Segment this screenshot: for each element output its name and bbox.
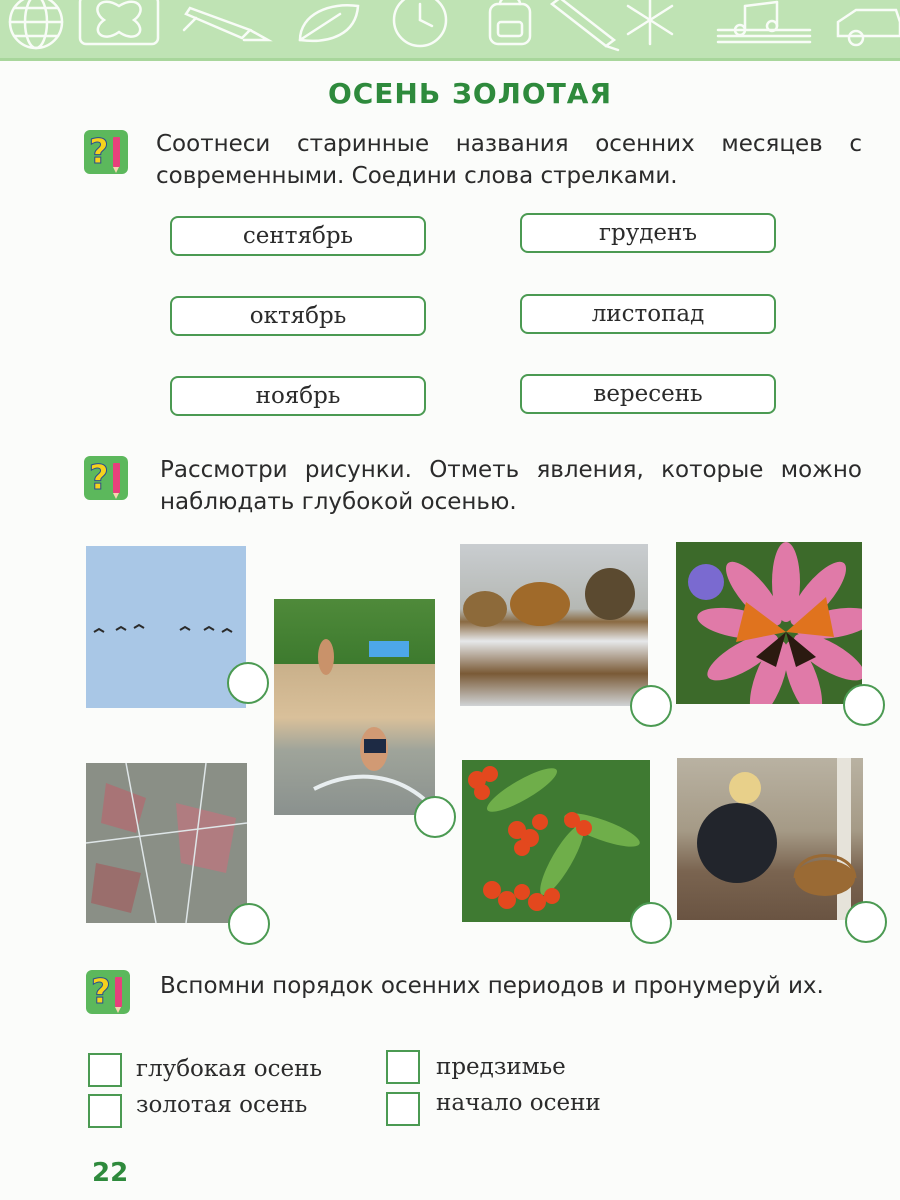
page-number: 22 — [92, 1158, 129, 1188]
photo-frost-leaves — [86, 763, 247, 923]
photo-rowan-berries — [462, 760, 650, 922]
answer-circle-frost[interactable] — [228, 903, 270, 945]
snowflake-icon — [628, 0, 672, 44]
task3-text: Вспомни порядок осенних периодов и пронумеруй их. — [160, 973, 824, 999]
answer-circle-mushroom[interactable] — [845, 901, 887, 943]
option-early-autumn: начало осени — [436, 1090, 601, 1116]
word-september[interactable]: сентябрь — [170, 216, 426, 256]
checkbox-early-autumn[interactable] — [386, 1092, 420, 1126]
task1-text: Соотнеси старинные названия осенних месяцев с современными. Соедини слова стрелками. — [156, 131, 862, 189]
header-decoration — [0, 0, 900, 58]
checkbox-pre-winter[interactable] — [386, 1050, 420, 1084]
rocket-icon — [184, 8, 268, 40]
word-gruden[interactable]: груденъ — [520, 213, 776, 253]
checkbox-golden-autumn[interactable] — [88, 1094, 122, 1128]
option-pre-winter: предзимье — [436, 1054, 566, 1080]
option-golden-autumn: золотая осень — [136, 1092, 308, 1118]
clock-icon — [394, 0, 446, 46]
photo-birds-flying — [86, 546, 246, 708]
music-notes-icon — [718, 2, 810, 42]
word-veresen[interactable]: вересень — [520, 374, 776, 414]
answer-circle-beach[interactable] — [414, 796, 456, 838]
question-pencil-icon: ? — [86, 970, 130, 1014]
answer-circle-butterfly[interactable] — [843, 684, 885, 726]
question-pencil-icon: ? — [84, 130, 128, 174]
page-title: ОСЕНЬ ЗОЛОТАЯ — [327, 77, 613, 110]
backpack-icon — [490, 0, 530, 44]
photo-butterfly-flower — [676, 542, 862, 704]
pen-icon — [552, 0, 618, 50]
answer-circle-birds[interactable] — [227, 662, 269, 704]
word-november[interactable]: ноябрь — [170, 376, 426, 416]
photo-mushroom-picking — [677, 758, 863, 920]
car-icon — [838, 10, 900, 45]
checkbox-deep-autumn[interactable] — [88, 1053, 122, 1087]
option-deep-autumn: глубокая осень — [136, 1056, 322, 1082]
question-pencil-icon: ? — [84, 456, 128, 500]
word-listopad[interactable]: листопад — [520, 294, 776, 334]
answer-circle-rowan[interactable] — [630, 902, 672, 944]
photo-beach-summer — [274, 599, 435, 815]
photo-first-snow — [460, 544, 648, 706]
word-october[interactable]: октябрь — [170, 296, 426, 336]
butterfly-icon — [80, 0, 158, 44]
task2-text: Рассмотри рисунки. Отметь явления, которые можно наблюдать глубокой осенью. — [160, 457, 862, 515]
globe-icon — [10, 0, 62, 48]
leaf-icon — [300, 5, 358, 41]
answer-circle-first-snow[interactable] — [630, 685, 672, 727]
header-band — [0, 0, 900, 61]
